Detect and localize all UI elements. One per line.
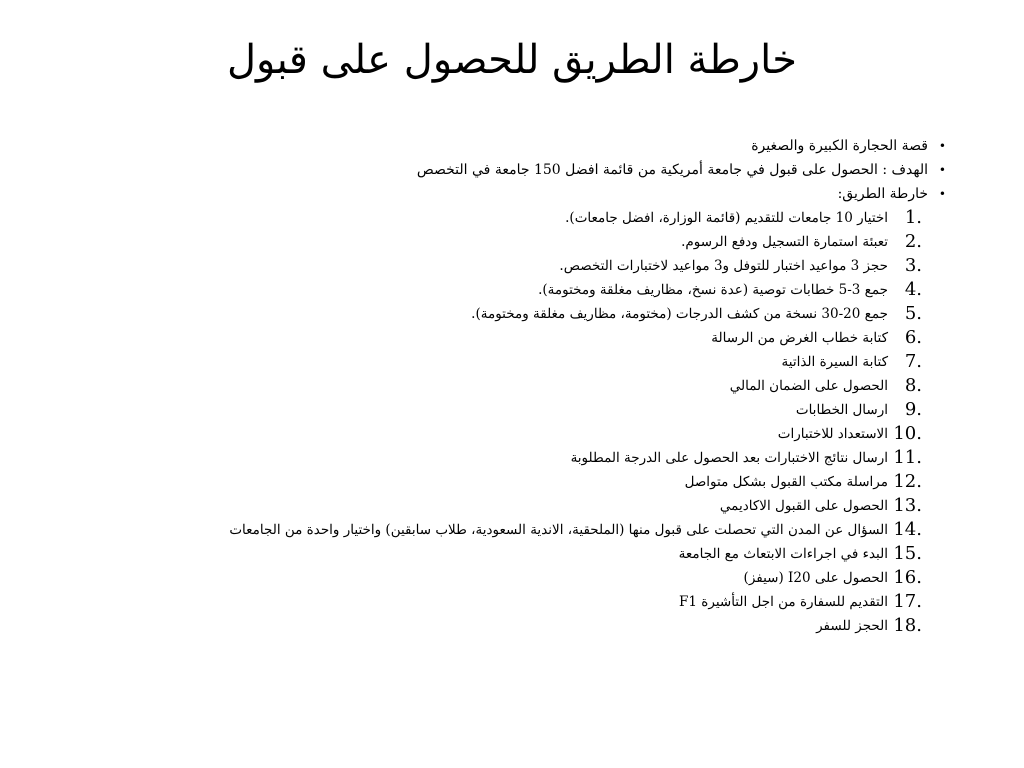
- step-number: 9.: [904, 399, 922, 420]
- step-text: جمع 3-5 خطابات توصية (عدة نسخ، مظاريف مغلقة ومختومة).: [538, 282, 888, 298]
- bullet-list: [186, 134, 946, 206]
- step-item: [186, 350, 922, 374]
- step-text: الاستعداد للاختبارات: [777, 426, 888, 442]
- bullet-dot-icon: •: [938, 163, 946, 177]
- step-item: [186, 494, 922, 518]
- step-number: 1.: [904, 207, 922, 228]
- step-item: [186, 446, 922, 470]
- step-number: 15.: [893, 543, 922, 564]
- step-text: الحصول على القبول الاكاديمي: [719, 498, 888, 514]
- step-text: السؤال عن المدن التي تحصلت على قبول منها (الملحقية، الاندية السعودية، طلاب سابقين) واختيار واحدة من الجامعات: [229, 522, 888, 538]
- step-item: [186, 206, 922, 230]
- step-item: [186, 542, 922, 566]
- step-number: 12.: [893, 471, 922, 492]
- step-number: 14.: [893, 519, 922, 540]
- step-text: الحجز للسفر: [816, 618, 888, 634]
- bullet-text: خارطة الطريق:: [837, 186, 928, 202]
- slide-content: [186, 134, 946, 638]
- step-text: التقديم للسفارة من اجل التأشيرة F1: [679, 594, 888, 610]
- step-text: حجز 3 مواعيد اختبار للتوفل و3 مواعيد لاختبارات التخصص.: [559, 258, 888, 274]
- step-item: [186, 254, 922, 278]
- step-item: [186, 566, 922, 590]
- step-item: [186, 278, 922, 302]
- step-text: اختيار 10 جامعات للتقديم (قائمة الوزارة، افضل جامعات).: [565, 210, 888, 226]
- bullet-text: الهدف : الحصول على قبول في جامعة أمريكية من قائمة افضل 150 جامعة في التخصص: [416, 162, 928, 178]
- step-item: [186, 422, 922, 446]
- step-item: [186, 518, 922, 542]
- step-number: 2.: [904, 231, 922, 252]
- step-number: 13.: [893, 495, 922, 516]
- step-number: 11.: [893, 447, 922, 468]
- step-item: [186, 326, 922, 350]
- step-text: مراسلة مكتب القبول بشكل متواصل: [684, 474, 888, 490]
- step-item: [186, 374, 922, 398]
- step-item: [186, 302, 922, 326]
- step-text: الحصول على الضمان المالي: [729, 378, 888, 394]
- step-text: البدء في اجراءات الابتعاث مع الجامعة: [678, 546, 888, 562]
- bullet-item: [186, 158, 946, 182]
- step-number: 10.: [893, 423, 922, 444]
- step-number: 16.: [893, 567, 922, 588]
- bullet-item: [186, 182, 946, 206]
- step-number: 5.: [904, 303, 922, 324]
- step-text: تعبئة استمارة التسجيل ودفع الرسوم.: [681, 234, 888, 250]
- step-text: الحصول على I20 (سيفز): [743, 570, 888, 586]
- step-number: 8.: [904, 375, 922, 396]
- step-text: جمع 20-30 نسخة من كشف الدرجات (مختومة، مظاريف مغلقة ومختومة).: [471, 306, 888, 322]
- step-number: 7.: [904, 351, 922, 372]
- step-number: 17.: [893, 591, 922, 612]
- step-text: ارسال نتائج الاختبارات بعد الحصول على الدرجة المطلوبة: [570, 450, 888, 466]
- bullet-item: [186, 134, 946, 158]
- step-number: 18.: [893, 615, 922, 636]
- step-item: [186, 230, 922, 254]
- step-number: 3.: [904, 255, 922, 276]
- step-item: [186, 614, 922, 638]
- step-item: [186, 590, 922, 614]
- step-item: [186, 470, 922, 494]
- bullet-text: قصة الحجارة الكبيرة والصغيرة: [751, 138, 928, 154]
- slide-title: خارطة الطريق للحصول على قبول: [226, 37, 798, 83]
- step-text: كتابة خطاب الغرض من الرسالة: [711, 330, 888, 346]
- bullet-dot-icon: •: [938, 187, 946, 201]
- bullet-dot-icon: •: [938, 139, 946, 153]
- step-text: ارسال الخطابات: [795, 402, 888, 418]
- roadmap-steps: [186, 206, 946, 638]
- step-number: 6.: [904, 327, 922, 348]
- step-item: [186, 398, 922, 422]
- step-number: 4.: [904, 279, 922, 300]
- step-text: كتابة السيرة الذاتية: [781, 354, 888, 370]
